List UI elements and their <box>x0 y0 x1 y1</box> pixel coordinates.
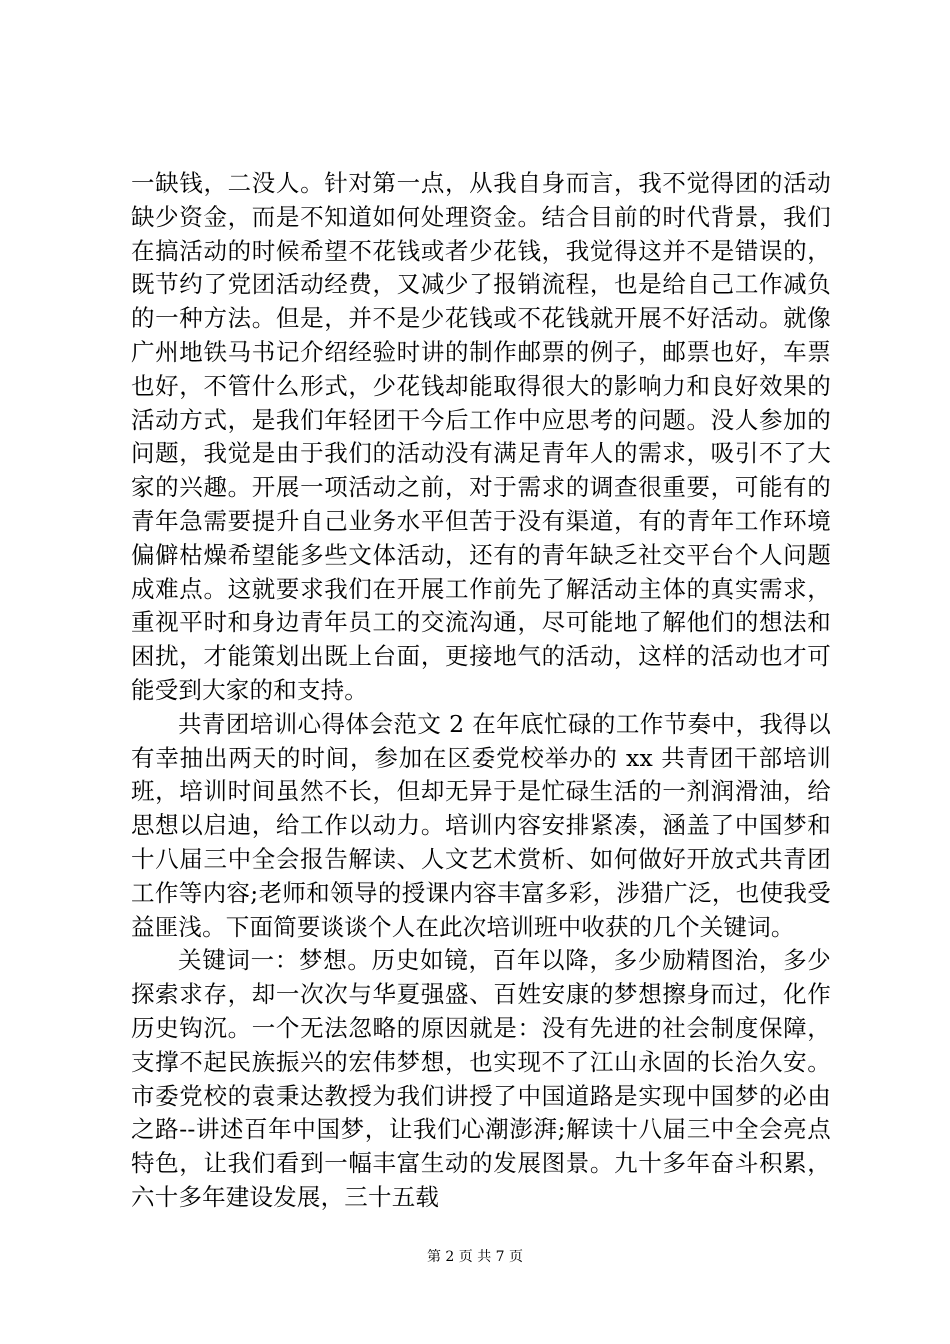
paragraph-2: 共青团培训心得体会范文 2 在年底忙碌的工作节奏中，我得以有幸抽出两天的时间，参加在区委党校举办的 xx 共青团干部培训班，培训时间虽然不长，但却无异于是忙碌生活的一剂润滑油，给思想以启迪，给工作以动力。培训内容安排紧凑，涵盖了中国梦和十八届三中全会报告解读、人文艺术赏析、如何做好开放式共青团工作等内容;老师和领导的授课内容丰富多彩，涉猎广泛，也使我受益匪浅。下面简要谈谈个人在此次培训班中收获的几个关键词。 <box>131 709 831 941</box>
paragraph-3: 关键词一：梦想。历史如镜，百年以降，多少励精图治，多少探索求存，却一次次与华夏强盛、百姓安康的梦想擦身而过，化作历史钩沉。一个无法忽略的原因就是：没有先进的社会制度保障，支撑不起民族振兴的宏伟梦想，也实现不了江山永固的长治久安。市委党校的袁秉达教授为我们讲授了中国道路是实现中国梦的必由之路--讲述百年中国梦，让我们心潮澎湃;解读十八届三中全会亮点特色，让我们看到一幅丰富生动的发展图景。九十多年奋斗积累，六十多年建设发展，三十五载 <box>131 946 831 1211</box>
page-number-footer: 第 2 页 共 7 页 <box>426 1249 524 1265</box>
paragraph-1: 一缺钱，二没人。针对第一点，从我自身而言，我不觉得团的活动缺少资金，而是不知道如何处理资金。结合目前的时代背景，我们在搞活动的时候希望不花钱或者少花钱，我觉得这并不是错误的，既节约了党团活动经费，又减少了报销流程，也是给自己工作减负的一种方法。但是，并不是少花钱或不花钱就开展不好活动。就像广州地铁马书记介绍经验时讲的制作邮票的例子，邮票也好，车票也好，不管什么形式，少花钱却能取得很大的影响力和良好效果的活动方式，是我们年轻团干今后工作中应思考的问题。没人参加的问题，我觉是由于我们的活动没有满足青年人的需求，吸引不了大家的兴趣。开展一项活动之前，对于需求的调查很重要，可能有的青年急需要提升自己业务水平但苦于没有渠道，有的青年工作环境偏僻枯燥希望能多些文体活动，还有的青年缺乏社交平台个人问题成难点。这就要求我们在开展工作前先了解活动主体的真实需求，重视平时和身边青年员工的交流沟通，尽可能地了解他们的想法和困扰，才能策划出既上台面，更接地气的活动，这样的活动也才可能受到大家的和支持。 <box>131 169 831 704</box>
body-text <box>131 167 831 1215</box>
